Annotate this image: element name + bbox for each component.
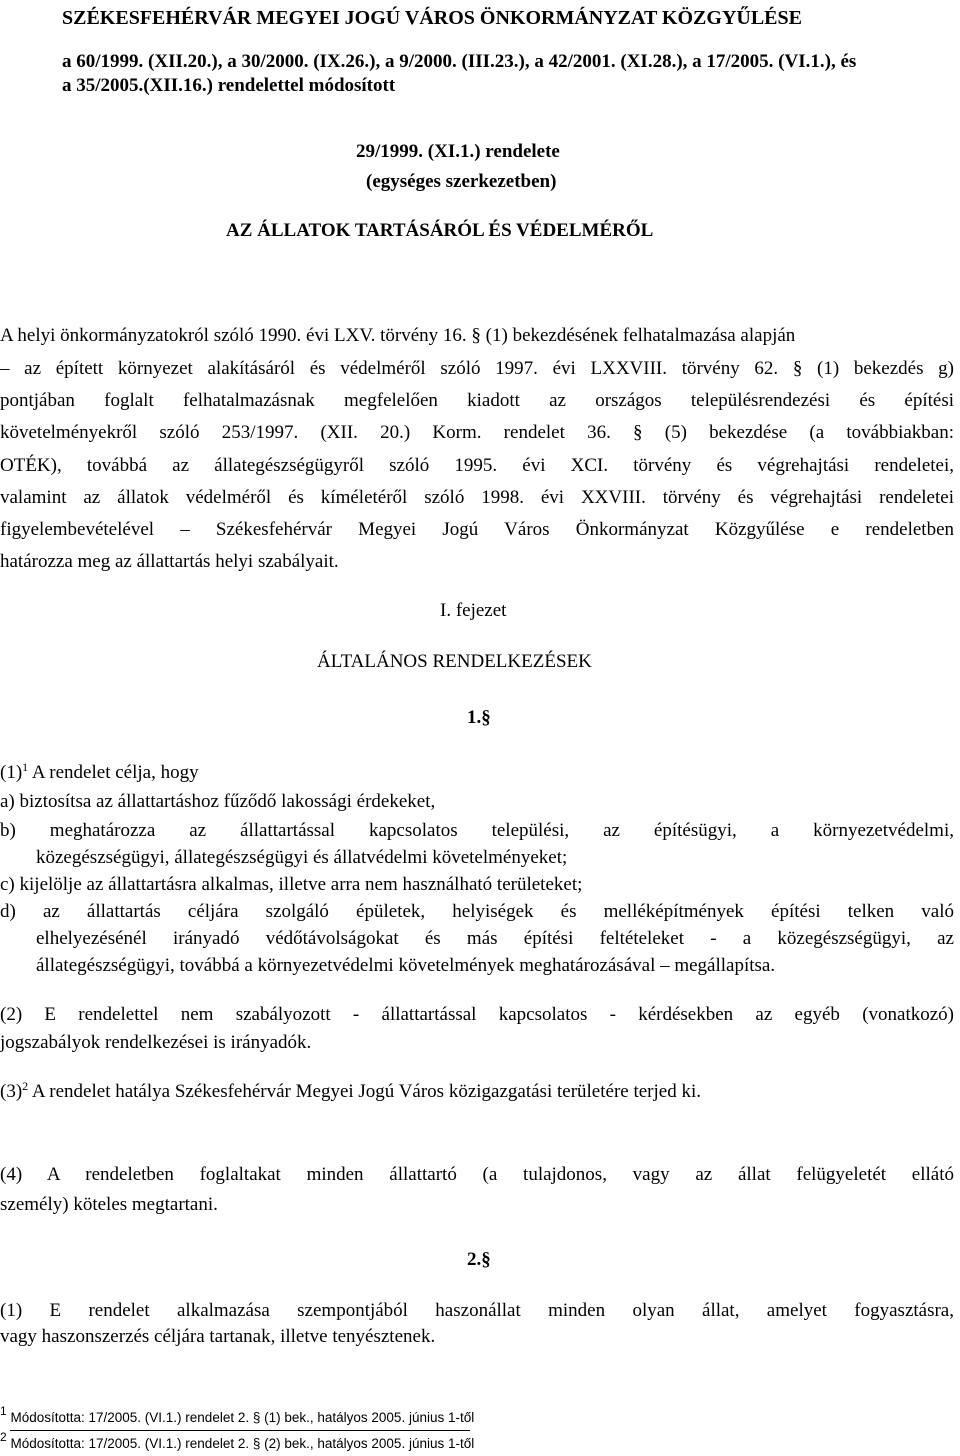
- list-item: b) meghatározza az állattartással kapcsolatos települési, az építésügyi, a környezetvédelmi,: [0, 820, 954, 841]
- paragraph-4-continuation: személy) köteles megtartani.: [0, 1194, 218, 1215]
- preamble-line: határozza meg az állattartás helyi szabályait.: [0, 551, 339, 572]
- list-item-continuation: elhelyezésénél irányadó védőtávolságokat és más építési feltételeket - a közegészségügyi, az: [36, 928, 954, 949]
- section-heading: 1.§: [467, 707, 491, 728]
- paragraph-2: (2) E rendelettel nem szabályozott - állattartással kapcsolatos - kérdésekben az egyéb (vonatkozó): [0, 1004, 954, 1025]
- regulation-subject: AZ ÁLLATOK TARTÁSÁRÓL ÉS VÉDELMÉRŐL: [226, 220, 654, 241]
- footnote-ref: 2: [22, 1079, 29, 1093]
- paragraph-1-continuation: vagy haszonszerzés céljára tartanak, illetve tenyésztenek.: [0, 1326, 436, 1347]
- list-item: c) kijelölje az állattartásra alkalmas, illetve arra nem használható területeket;: [0, 874, 583, 895]
- list-item-continuation: közegészségügyi, állategészségügyi és állatvédelmi követelményeket;: [36, 847, 568, 868]
- amendment-line-1: a 60/1999. (XII.20.), a 30/2000. (IX.26.), a 9/2000. (III.23.), a 42/2001. (XI.28.), a 17/2005. (VI.1.), és: [62, 51, 857, 72]
- consolidated-label: (egységes szerkezetben): [366, 171, 557, 192]
- list-item: a) biztosítsa az állattartáshoz fűződő lakossági érdekeket,: [0, 791, 436, 812]
- document-title: SZÉKESFEHÉRVÁR MEGYEI JOGÚ VÁROS ÖNKORMÁNYZAT KÖZGYŰLÉSE: [62, 7, 802, 29]
- footnote: $^1$ Módosította: 17/2005. (VI.1.) rendelet 2. § (1) bek., hatályos 2005. június 1-től: [0, 1404, 475, 1425]
- regulation-number: 29/1999. (XI.1.) rendelete: [356, 141, 560, 162]
- section-heading: 2.§: [467, 1249, 491, 1270]
- preamble-line: – az épített környezet alakításáról és védelméről szóló 1997. évi LXXVIII. törvény 62. § (1) bekezdés g): [0, 358, 954, 379]
- list-item-continuation: állategészségügyi, továbbá a környezetvédelmi követelmények meghatározásával – megállapítsa.: [36, 955, 776, 976]
- paragraph-4: (4) A rendeletben foglaltakat minden állattartó (a tulajdonos, vagy az állat felügyeletét ellátó: [0, 1164, 954, 1185]
- amendment-line-2: a 35/2005.(XII.16.) rendelettel módosított: [62, 75, 396, 96]
- paragraph-1: (1) E rendelet alkalmazása szempontjából haszonállat minden olyan állat, amelyet fogyasztásra,: [0, 1300, 954, 1321]
- list-item: d) az állattartás céljára szolgáló épületek, helyiségek és melléképítmények építési telken való: [0, 901, 954, 922]
- footnote: $^2$ Módosította: 17/2005. (VI.1.) rendelet 2. § (2) bek., hatályos 2005. június 1-től: [0, 1430, 475, 1451]
- preamble-line: OTÉK), továbbá az állategészségügyről szóló 1995. évi XCI. törvény és végrehajtási rendeletei,: [0, 455, 954, 476]
- footnote-separator: [10, 1430, 470, 1431]
- paragraph-2-continuation: jogszabályok rendelkezései is irányadók.: [0, 1032, 312, 1053]
- preamble-line: figyelembevételével – Székesfehérvár Megyei Jogú Város Önkormányzat Közgyűlése e rendeletben: [0, 519, 954, 540]
- paragraph-3: $(3)^2$ A rendelet hatálya Székesfehérvár Megyei Jogú Város közigazgatási területére terjed ki.: [0, 1079, 701, 1102]
- preamble-line: A helyi önkormányzatokról szóló 1990. évi LXV. törvény 16. § (1) bekezdésének felhatalmazása alapján: [0, 325, 796, 346]
- chapter-title: ÁLTALÁNOS RENDELKEZÉSEK: [317, 651, 592, 672]
- preamble-line: követelményekről szóló 253/1997. (XII. 20.) Korm. rendelet 36. § (5) bekezdése (a továbbiakban:: [0, 422, 954, 443]
- preamble-line: pontjában foglalt felhatalmazásnak megfelelően kiadott az országos településrendezési és építési: [0, 390, 954, 411]
- footnote-ref: 1: [22, 760, 29, 774]
- preamble-line: valamint az állatok védelméről és kíméletéről szóló 1998. évi XXVIII. törvény és végrehajtási rendeletei: [0, 487, 954, 508]
- paragraph-1: $(1)^1$ A rendelet célja, hogy: [0, 760, 199, 783]
- chapter-label: I. fejezet: [440, 600, 507, 621]
